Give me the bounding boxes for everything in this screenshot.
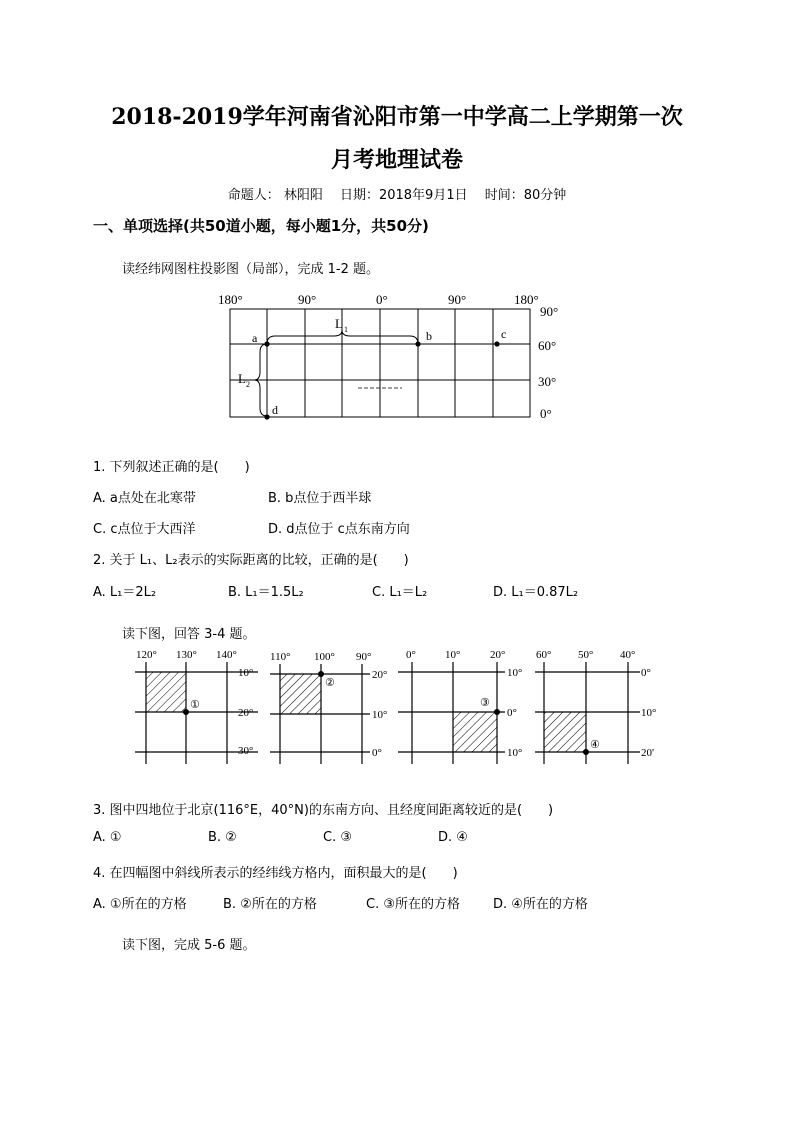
four-grid-diagrams bbox=[130, 644, 670, 768]
grid-4-right-label: 20' bbox=[641, 747, 654, 759]
q4-option-d[interactable]: D. ④所在的方格 bbox=[493, 897, 588, 912]
lon-label: 0° bbox=[376, 292, 388, 307]
grid-2-right-label: 20° bbox=[372, 669, 388, 681]
point-b bbox=[415, 341, 420, 346]
intro-questions-3-4: 读下图，回答 3-4 题。 bbox=[122, 627, 256, 642]
q1-option-a[interactable]: A. a点处在北寒带 bbox=[93, 491, 196, 506]
grid-3-top-label: 20° bbox=[490, 649, 506, 661]
grid-diagram-4 bbox=[535, 649, 656, 764]
point-d bbox=[264, 414, 269, 419]
grid-3-right-label: 10° bbox=[507, 667, 523, 679]
q4-option-a[interactable]: A. ①所在的方格 bbox=[93, 897, 187, 912]
q2-option-d[interactable]: D. L₁＝0.87L₂ bbox=[493, 585, 579, 600]
point-c bbox=[494, 341, 499, 346]
grid-diagram-3 bbox=[398, 649, 522, 764]
lat-label: 90° bbox=[540, 304, 559, 319]
q3-option-c[interactable]: C. ③ bbox=[323, 830, 352, 845]
lat-label: 0° bbox=[540, 406, 552, 421]
grid-1-top-label: 120° bbox=[136, 649, 157, 661]
grid-1-right-label: 20° bbox=[238, 707, 254, 719]
grid-2-top-label: 90° bbox=[356, 651, 372, 663]
section-heading: 一、单项选择(共50道小题，每小题1分，共50分) bbox=[93, 217, 429, 235]
grid-1-mark: ① bbox=[190, 699, 200, 711]
q3-option-a[interactable]: A. ① bbox=[93, 830, 122, 845]
grid-4-right-label: 10° bbox=[641, 707, 657, 719]
grid-4-top-label: 40° bbox=[620, 649, 636, 661]
grid-2-mark: ② bbox=[325, 677, 335, 689]
grid-2-top-label: 110° bbox=[270, 651, 291, 663]
grid-2-top-label: 100° bbox=[314, 651, 335, 663]
l2-subscript: 2 bbox=[246, 380, 250, 389]
intro-questions-5-6: 读下图，完成 5-6 题。 bbox=[122, 938, 256, 953]
point-a-label: a bbox=[252, 331, 258, 345]
q3-option-b[interactable]: B. ② bbox=[208, 830, 237, 845]
l2-label: L bbox=[238, 371, 246, 386]
lon-label: 90° bbox=[298, 292, 317, 307]
q4-option-c[interactable]: C. ③所在的方格 bbox=[366, 897, 460, 912]
grid-4-right-label: 0° bbox=[641, 667, 651, 679]
l1-subscript: 1 bbox=[344, 325, 348, 334]
grid-4-mark: ④ bbox=[590, 739, 600, 751]
exam-meta: 命题人： 林阳阳 日期：2018年9月1日 时间：80分钟 bbox=[227, 188, 567, 203]
grid-2-right-label: 0° bbox=[372, 747, 382, 759]
lat-label: 30° bbox=[538, 374, 557, 389]
grid-3-top-label: 0° bbox=[406, 649, 416, 661]
point-b-label: b bbox=[426, 329, 432, 343]
question-2-stem: 2. 关于 L₁、L₂表示的实际距离的比较，正确的是( ) bbox=[93, 553, 409, 568]
q3-option-d[interactable]: D. ④ bbox=[438, 830, 468, 845]
question-3-stem: 3. 图中四地位于北京(116°E，40°N)的东南方向、且经度间距离较近的是( ) bbox=[93, 803, 554, 818]
grid-3-top-label: 10° bbox=[445, 649, 461, 661]
q2-option-b[interactable]: B. L₁＝1.5L₂ bbox=[228, 585, 304, 600]
title-line-1: 2018-2019学年河南省沁阳市第一中学高二上学期第一次 bbox=[111, 104, 683, 130]
grid-2-right-label: 10° bbox=[372, 709, 388, 721]
grid-3-mark: ③ bbox=[480, 697, 490, 709]
question-1-stem: 1. 下列叙述正确的是( ) bbox=[93, 460, 250, 475]
grid-1-top-label: 140° bbox=[216, 649, 237, 661]
q2-option-c[interactable]: C. L₁＝L₂ bbox=[372, 585, 428, 600]
grid-1-right-label: 10° bbox=[238, 667, 254, 679]
point-d-label: d bbox=[272, 403, 278, 417]
grid-diagram-1 bbox=[135, 649, 258, 764]
grid-4-top-label: 50° bbox=[578, 649, 594, 661]
intro-questions-1-2: 读经纬网图柱投影图（局部），完成 1-2 题。 bbox=[122, 262, 379, 277]
lon-label: 180° bbox=[218, 292, 243, 307]
title-line-2: 月考地理试卷 bbox=[330, 147, 463, 173]
lat-label: 60° bbox=[538, 338, 557, 353]
q1-option-c[interactable]: C. c点位于大西洋 bbox=[93, 522, 196, 537]
question-4-stem: 4. 在四幅图中斜线所表示的经纬线方格内，面积最大的是( ) bbox=[93, 866, 458, 881]
q4-option-b[interactable]: B. ②所在的方格 bbox=[223, 897, 317, 912]
lon-label: 180° bbox=[514, 292, 539, 307]
q1-option-d[interactable]: D. d点位于 c点东南方向 bbox=[268, 522, 410, 537]
grid-3-right-label: 0° bbox=[507, 707, 517, 719]
grid-4-top-label: 60° bbox=[536, 649, 552, 661]
q2-option-a[interactable]: A. L₁＝2L₂ bbox=[93, 585, 157, 600]
grid-1-top-label: 130° bbox=[176, 649, 197, 661]
grid-1-right-label: 30° bbox=[238, 745, 254, 757]
q1-option-b[interactable]: B. b点位于西半球 bbox=[268, 491, 372, 506]
graticule-map-1 bbox=[210, 288, 580, 423]
l1-label: L bbox=[335, 316, 343, 331]
grid-diagram-2 bbox=[270, 651, 387, 764]
point-a bbox=[264, 341, 269, 346]
point-c-label: c bbox=[501, 327, 507, 341]
lon-label: 90° bbox=[448, 292, 467, 307]
grid-3-right-label: 10° bbox=[507, 747, 523, 759]
